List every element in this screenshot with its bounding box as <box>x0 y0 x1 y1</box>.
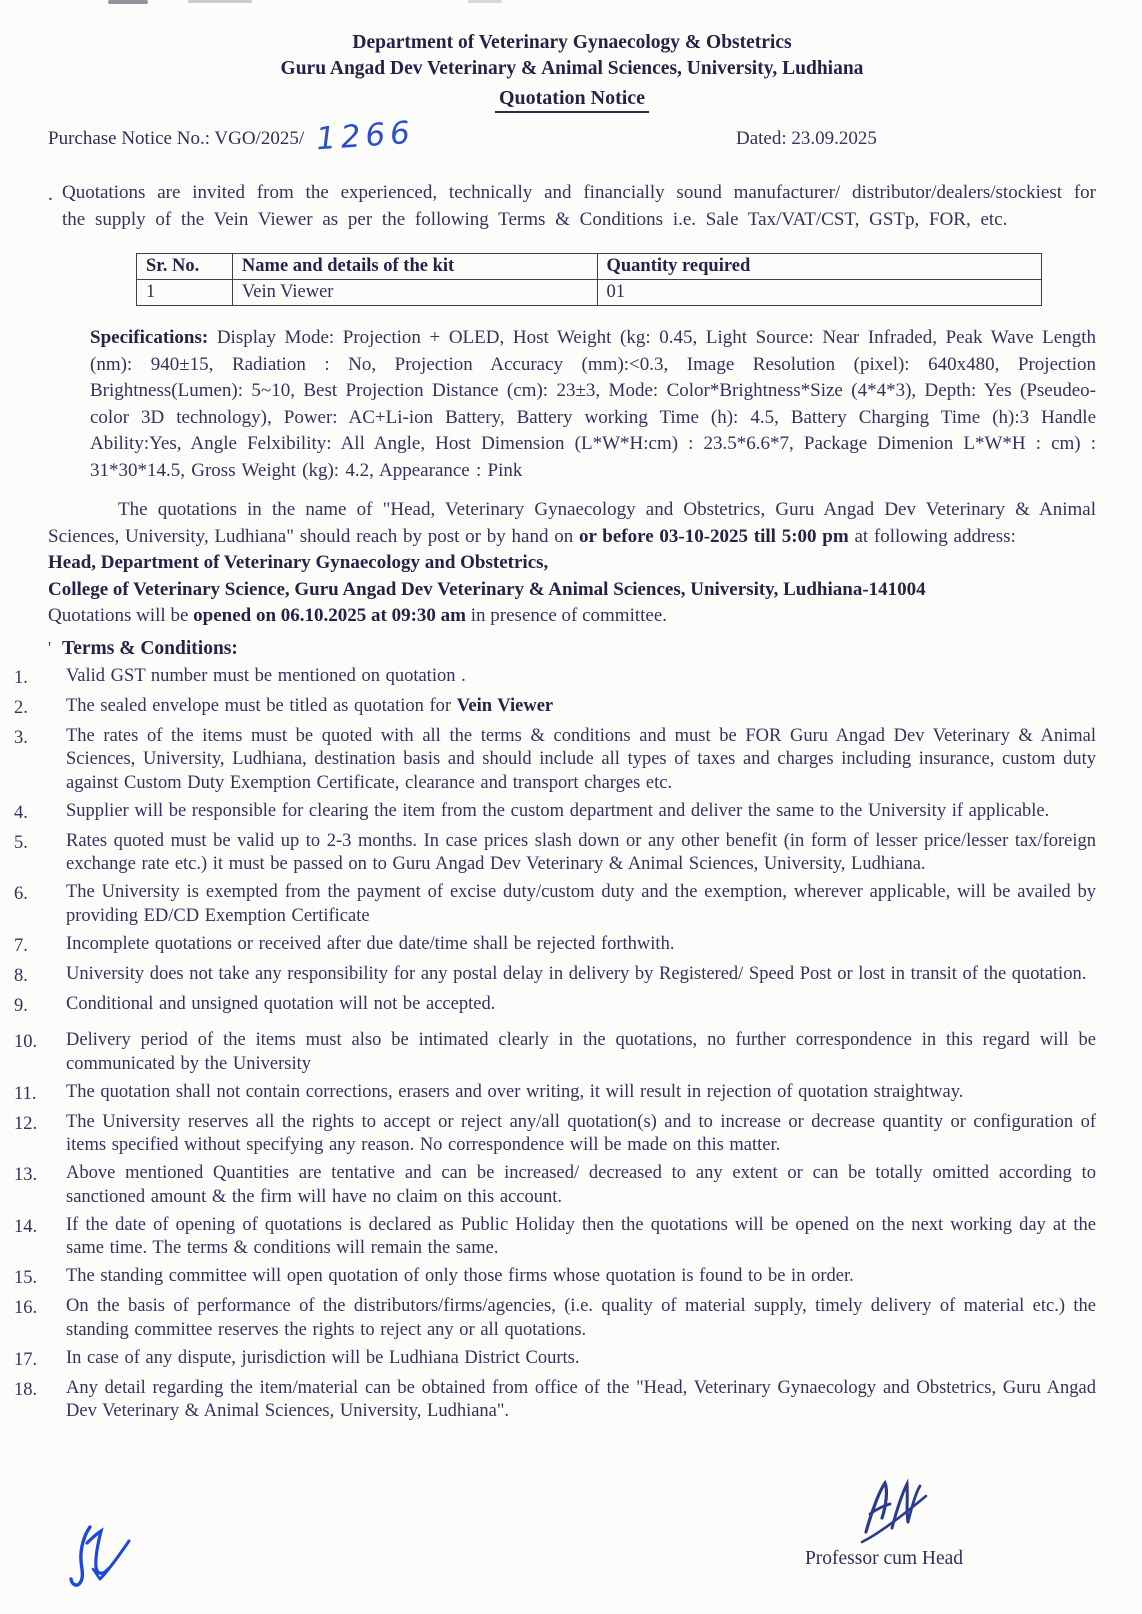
cell-kit-name: Vein Viewer <box>232 280 597 306</box>
address-line-1: Head, Department of Veterinary Gynaecology and Obstetrics, <box>48 552 549 573</box>
term-text: If the date of opening of quotations is declared as Public Holiday then the quotations will be opened on the next working day at the same time. The terms & conditions will remain the same. <box>66 1214 1096 1258</box>
term-text: Delivery period of the items must also be intimated clearly in the quotations, no further correspondence in this regard will be communicated by the University <box>66 1030 1096 1074</box>
term-number: 11. <box>14 1083 37 1104</box>
term-item-17 <box>14 1347 1096 1373</box>
notice-title: Quotation Notice <box>495 87 649 113</box>
address-line-2: College of Veterinary Science, Guru Angad Dev Veterinary & Animal Sciences, University, Ludhiana-141004 <box>48 578 926 600</box>
term-text: Above mentioned Quantities are tentative and can be increased/ decreased to any extent or can be totally omitted according to sanctioned amount & the firm will have no claim on this account. <box>66 1163 1096 1207</box>
scan-artifact <box>188 0 252 3</box>
submission-deadline: or before 03-10-2025 till 5:00 pm <box>578 525 849 547</box>
term-text: In case of any dispute, jurisdiction will be Ludhiana District Courts. <box>66 1347 580 1368</box>
scan-artifact <box>468 0 502 3</box>
term-number: 16. <box>14 1298 38 1318</box>
terms-tick-mark: ' <box>48 637 52 657</box>
term-item-1 <box>14 665 1096 691</box>
term-number: 3. <box>14 727 28 748</box>
kit-table <box>136 253 1042 306</box>
left-initials-signature-icon <box>60 1513 144 1602</box>
cell-quantity: 01 <box>597 280 1042 306</box>
cell-sr-no: 1 <box>137 280 233 306</box>
terms-heading-row <box>48 636 1096 662</box>
term-item-15 <box>14 1265 1096 1291</box>
opening-line <box>48 603 1096 630</box>
submission-text-tail: at following address: <box>848 525 1016 547</box>
term-number: 15. <box>14 1268 38 1288</box>
head-signature-block <box>794 1476 974 1570</box>
opening-text-tail: in presence of committee. <box>466 605 668 626</box>
term-number: 2. <box>14 697 28 718</box>
term-number: 1. <box>14 667 28 688</box>
term-text: The University reserves all the rights to accept or reject any/all quotation(s) and to increase or decrease quantity or configuration of items specified without specifying any reason. No correspondence will be made on this matter. <box>66 1111 1096 1155</box>
signatory-title: Professor cum Head <box>804 1548 964 1569</box>
term-number: 17. <box>14 1349 38 1370</box>
head-signature-icon <box>852 1476 944 1548</box>
opening-text: Quotations will be <box>48 605 194 626</box>
intro-paragraph-row <box>48 180 1096 233</box>
term-item-5 <box>14 830 1096 877</box>
term-item-2 <box>14 695 1096 721</box>
term-text: On the basis of performance of the distributors/firms/agencies, (i.e. quality of material supply, timely delivery of material etc.) the standing committee reserves the rights to reject any or all quotations. <box>66 1296 1096 1340</box>
term-number: 13. <box>14 1165 38 1185</box>
term-number: 6. <box>14 884 28 904</box>
term-number: 5. <box>14 832 28 853</box>
term-text: Supplier will be responsible for clearing the item from the custom department and deliver the same to the University if applicable. <box>66 800 1050 821</box>
notice-meta-row <box>48 114 1096 164</box>
col-header-kit-name: Name and details of the kit <box>232 254 597 280</box>
intro-bullet-mark: . <box>48 183 53 205</box>
term-item-13 <box>14 1162 1096 1209</box>
term-text <box>66 695 1096 721</box>
term-item-7 <box>14 933 1096 959</box>
specifications-text: Display Mode: Projection + OLED, Host Weight (kg: 0.45, Light Source: Near Infraded, Peak Wave Length (nm): 940±15, Radiation : No, Projection Accuracy (mm):<0.3, Image Resolution (pixel): 640x480, Projection Brightness(Lumen): 5~10, Best Projection Distance (cm): 23±3, Mode: Color*Brightness*Size (4*4*3), Depth: Yes (Pseudeo-color 3D technology), Power: AC+Li-ion Battery, Battery working Time (h): 4.5, Battery Charging Time (h):3 Handle Ability:Yes, Angle Felxibility: All Angle, Host Dimension (L*W*H:cm) : 23.5*6.6*7, Package Dimenion L*W*H : cm) : 31*30*14.5, Gross Weight (kg): 4.2, Appearance : Pink <box>90 327 1096 481</box>
term-item-12 <box>14 1111 1096 1158</box>
term-text: The quotation shall not contain corrections, erasers and over writing, it will result in rejection of quotation straightway. <box>66 1081 964 1102</box>
notice-title-wrap <box>48 87 1096 113</box>
university-title: Guru Angad Dev Veterinary & Animal Sciences, University, Ludhiana <box>280 58 864 79</box>
handwritten-notice-number: 1266 <box>314 114 417 158</box>
term-item-10 <box>14 1029 1096 1076</box>
term-text: The standing committee will open quotation of only those firms whose quotation is found to be in order. <box>66 1266 854 1286</box>
notice-date: Dated: 23.09.2025 <box>736 128 877 149</box>
term-item-18 <box>14 1377 1096 1424</box>
specifications-label: Specifications: <box>90 327 209 348</box>
table-header-row <box>137 254 1042 280</box>
term-number: 4. <box>14 802 28 823</box>
term-text: Any detail regarding the item/material can be obtained from office of the "Head, Veterinary Gynaecology and Obstetrics, Guru Angad Dev Veterinary & Animal Sciences, University, Ludhiana". <box>66 1377 1096 1421</box>
document-header <box>48 30 1096 113</box>
intro-paragraph: Quotations are invited from the experienced, technically and financially sound manufacturer/ distributor/dealers/stockiest for the supply of the Vein Viewer as per the following Terms & Conditions i.e. Sale Tax/VAT/CST, GSTp, FOR, etc. <box>62 182 1096 230</box>
term-text: Incomplete quotations or received after due date/time shall be rejected forthwith. <box>66 933 675 954</box>
term-text: The University is exempted from the payment of excise duty/custom duty and the exemption, wherever applicable, will be availed by providing ED/CD Exemption Certificate <box>66 882 1096 926</box>
term-item-9 <box>14 993 1096 1019</box>
term-text: Rates quoted must be valid up to 2-3 months. In case prices slash down or any other benefit (in form of lesser price/lesser tax/foreign exchange rate etc.) it must be passed on to Guru Angad Dev Veterinary & Animal Sciences, University, Ludhiana. <box>66 830 1096 874</box>
address-block <box>48 497 1096 630</box>
specifications-paragraph <box>90 325 1096 484</box>
term-number: 10. <box>14 1032 38 1052</box>
terms-list <box>14 665 1096 1424</box>
terms-heading: Terms & Conditions: <box>62 637 238 659</box>
term-item-14 <box>14 1214 1096 1261</box>
scan-artifact <box>108 0 148 4</box>
col-header-quantity: Quantity required <box>597 254 1042 280</box>
term-number: 12. <box>14 1113 38 1134</box>
submission-text: The quotations in the name of "Head, Veterinary Gynaecology and Obstetrics, Guru Angad Dev Veterinary & Animal Sciences, University, Ludhiana" should reach by post or by hand on <box>48 499 1096 547</box>
term-text: Conditional and unsigned quotation will not be accepted. <box>66 993 496 1014</box>
term-number: 9. <box>14 995 28 1016</box>
term-item-11 <box>14 1081 1096 1107</box>
term-text-bold: Vein Viewer <box>456 695 554 716</box>
term-text: University does not take any responsibility for any postal delay in delivery by Registered/ Speed Post or lost in transit of the quotation. <box>66 963 1087 984</box>
department-title: Department of Veterinary Gynaecology & Obstetrics <box>352 32 792 53</box>
submission-paragraph <box>48 497 1096 550</box>
term-number: 7. <box>14 935 28 956</box>
col-header-sr-no: Sr. No. <box>137 254 233 280</box>
term-item-16 <box>14 1295 1096 1342</box>
term-text-part: The sealed envelope must be titled as quotation for <box>66 695 457 716</box>
term-item-3 <box>14 725 1096 796</box>
term-text: Valid GST number must be mentioned on quotation . <box>66 665 466 686</box>
term-item-4 <box>14 800 1096 826</box>
purchase-notice-number-label: Purchase Notice No.: VGO/2025/ <box>48 128 305 149</box>
term-text: The rates of the items must be quoted with all the terms & conditions and must be FOR Guru Angad Dev Veterinary & Animal Sciences, University, Ludhiana, destination basis and should include all types of taxes and charges including insurance, custom duty against Custom Duty Exemption Certificate, clearance and transport charges etc. <box>66 725 1096 793</box>
term-item-8 <box>14 963 1096 989</box>
opening-datetime: opened on 06.10.2025 at 09:30 am <box>193 605 467 626</box>
term-item-6 <box>14 881 1096 928</box>
term-number: 14. <box>14 1216 38 1237</box>
term-number: 18. <box>14 1379 38 1400</box>
term-number: 8. <box>14 965 28 986</box>
table-row <box>137 280 1042 306</box>
